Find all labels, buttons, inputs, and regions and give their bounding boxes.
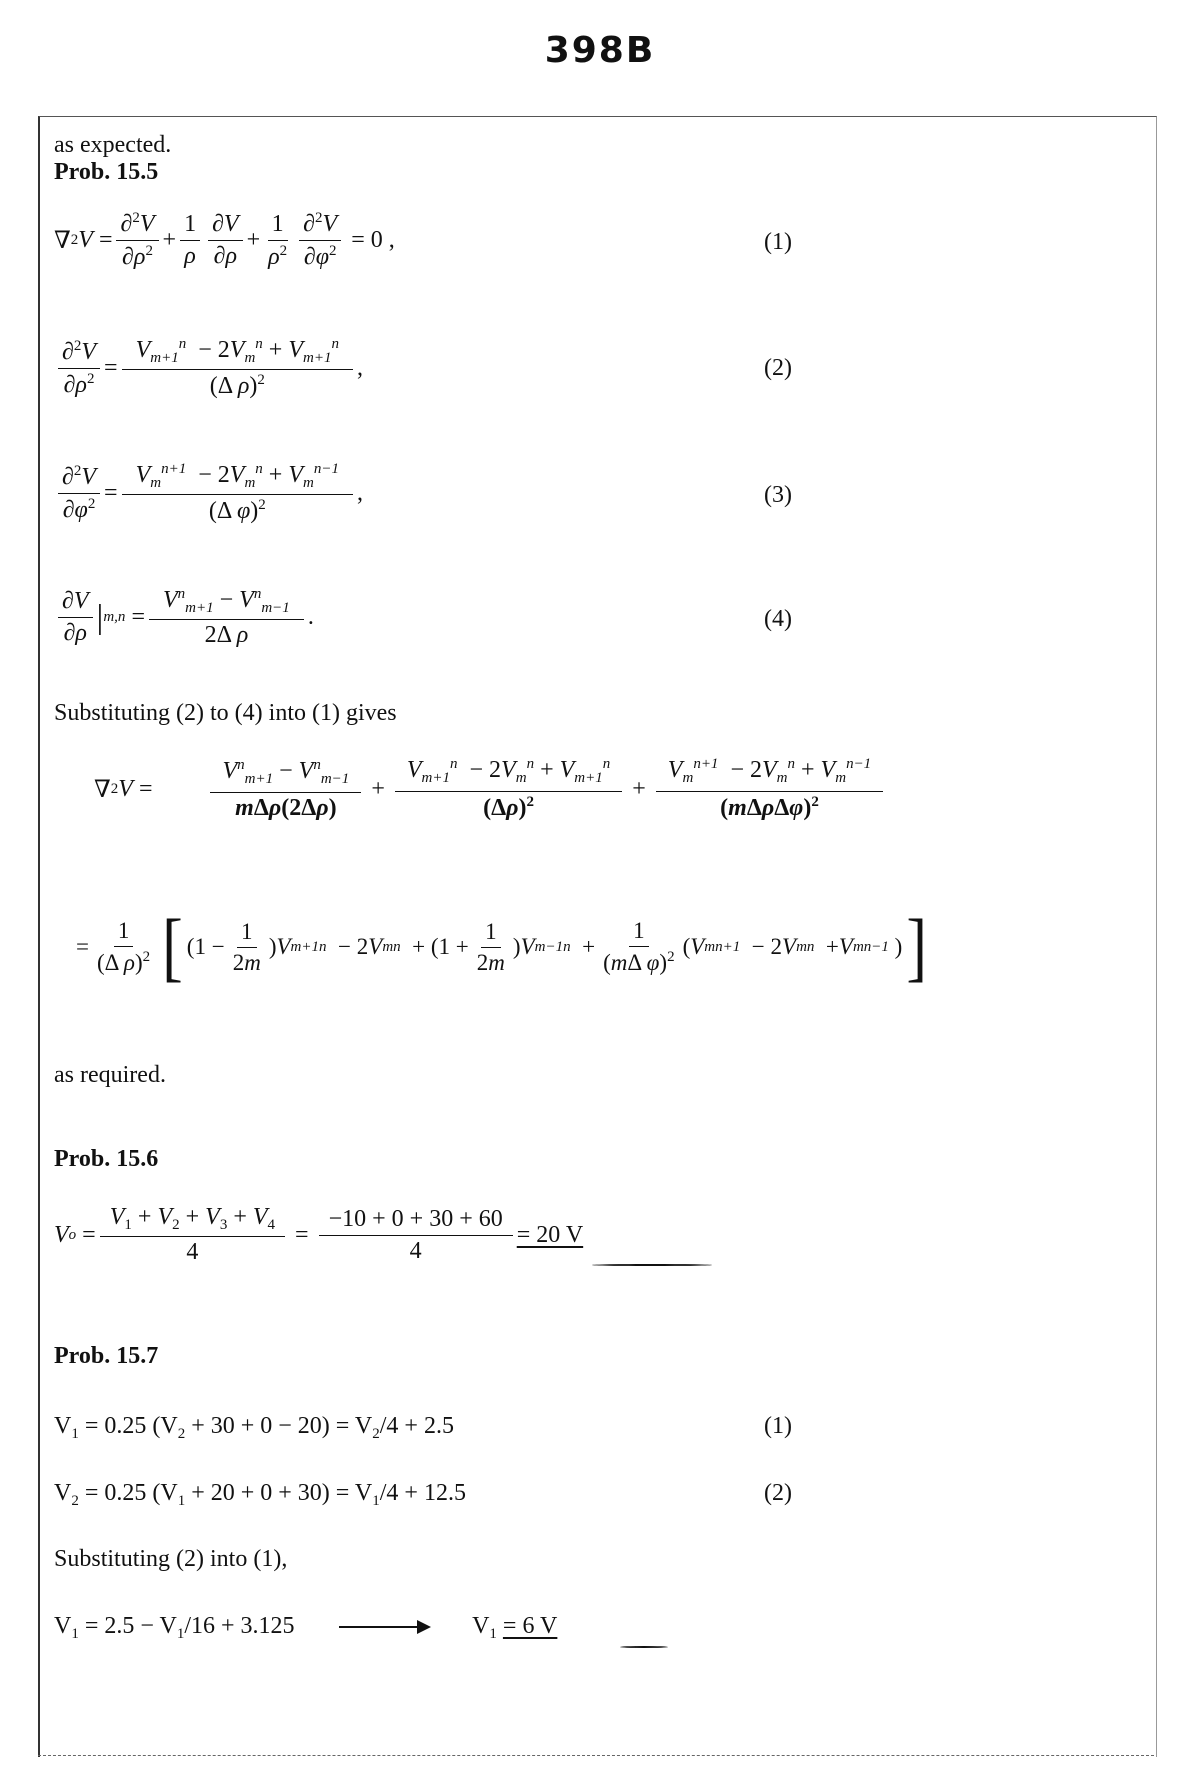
prob-15-6-denominator: 4 xyxy=(409,1237,422,1264)
prob-15-6-equation: V o = $\frac{V_1 + V_2 + V_3 + V_4}{4}$ = $\frac{-10 + 0 + 30 + 60}{4}$ = 20 V xyxy=(54,1204,584,1265)
final-lhs: = 2.5 − V xyxy=(84,1613,177,1639)
prob-15-6-numerator: −10 + 0 + 30 + 60 xyxy=(319,1206,513,1236)
implies-arrow-icon xyxy=(339,1626,429,1628)
eq-number-3: (3) xyxy=(764,482,792,508)
prob-15-7-heading: Prob. 15.7 xyxy=(54,1343,159,1369)
eq-number-4: (4) xyxy=(764,606,792,632)
intro-text: as expected. xyxy=(54,132,172,158)
prob-15-7-eq2: $V_2 = 0.25$ $(V_1 + 20 + 0 + 30) = V_1/4 + 12.5$ xyxy=(54,1480,466,1509)
second-derivative-rho-equation: $\frac{\partial^2V}{\partial\rho^2}$ = $\frac{V_{m+1}^n - 2V_m^n + V_{m+1}^n}{(\Delta \rho)^2}$ , xyxy=(54,336,363,400)
second-derivative-phi-equation: $\frac{\partial^2V}{\partial\varphi^2}$ = $\frac{V_m^{n+1} - 2V_m^n + V_m^{n-1}}{(\Delta \varphi)^2}$ , xyxy=(54,461,363,525)
handwritten-underline-6v xyxy=(620,1646,668,1648)
as-required-text: as required. xyxy=(54,1062,166,1088)
page-number: 398B xyxy=(544,30,656,71)
substituting-text-15-5: Substituting (2) to (4) into (1) gives xyxy=(54,700,397,726)
combined-laplacian-equation: ∇ 2 V = $\frac{V^n_{m+1} - V^n_{m-1}}{\text{mΔρ(2Δρ)}}$ + $\frac{V_{m+1}^n - 2V_m^n + V_{m+1}^n}{(\Delta\rho)^2}$ + $\frac{V_m^{n+1} - 2V_m^n + V_m^{n-1}}{(m\Delta\rho\Delta\varphi)^2}$ xyxy=(94,756,887,822)
prob-15-7-final-equation: $V_1 = 2.5 - V_1/16 + 3.125$ $V_1 = 6$ V xyxy=(54,1613,558,1642)
prob-15-7-eq-number-1: (1) xyxy=(764,1413,792,1439)
laplacian-cylindrical-equation: ∇ 2 V = $\frac{\partial^2V}{\partial\rho^2}$ + $\frac{1}{\rho}$ $\frac{\partial V}{\partial\rho}$ + $\frac{1}{\rho^2}$ $\frac{\partial^2V}{\partial\varphi^2}$ = 0 , xyxy=(54,210,395,270)
eq-number-2: (2) xyxy=(764,355,792,381)
prob-15-7-eq-number-2: (2) xyxy=(764,1480,792,1506)
substituting-text-15-7: Substituting (2) into (1), xyxy=(54,1546,288,1572)
prob-15-5-heading: Prob. 15.5 xyxy=(54,159,159,185)
frame-bottom-border xyxy=(38,1755,1154,1756)
prob-15-6-heading: Prob. 15.6 xyxy=(54,1146,159,1172)
final-difference-equation: = $\frac{1}{(\Delta \rho)^2}$ [ (1 − $\frac{1}{2m}$ ) V m+1 n − 2 V m n + (1 + $\frac{1}{2m}$ ) V m−1 n + $\frac{1}{(m\Delta \varphi)^2}$ ( V m n+1 − 2 V m n + V m n−1 ) ] xyxy=(76,904,927,990)
handwritten-underline-20v xyxy=(592,1264,712,1266)
eq-number-1: (1) xyxy=(764,229,792,255)
final-mid: /16 + 3.125 xyxy=(184,1613,295,1639)
first-derivative-rho-equation: $\frac{\partial V}{\partial\rho}$ | m,n = $\frac{V^n_{m+1} - V^n_{m-1}}{\text{2Δ ρ}}$ . xyxy=(54,586,314,649)
prob-15-7-eq1: $V_1 = 0.25$ $(V_2 + 30 + 0 - 20) = V_2/4 + 2.5$ xyxy=(54,1413,454,1442)
prob-15-6-result: = 20 V xyxy=(516,1221,584,1248)
prob-15-7-result: = 6 V xyxy=(502,1613,558,1639)
